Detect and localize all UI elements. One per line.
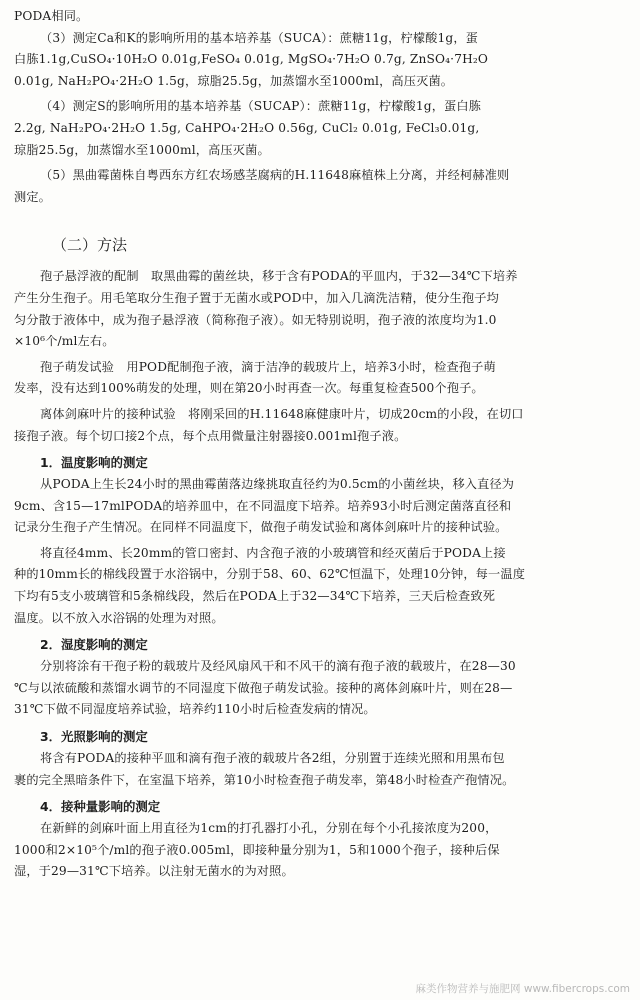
paragraph-strain bbox=[14, 165, 622, 208]
paragraph-medium-sucap bbox=[14, 96, 622, 161]
subheading-light: 3．光照影响的测定 bbox=[40, 729, 148, 745]
text-line: 在新鲜的剑麻叶面上用直径为1cm的打孔器打小孔，分别在每个小孔接浓度为200， bbox=[40, 821, 498, 836]
text-line: 产生分生孢子。用毛笔取分生孢子置于无菌水或POD中，加入几滴洗洁精，使分生孢子均 bbox=[14, 290, 499, 305]
text-line: 离体剑麻叶片的接种试验 将刚采回的H.11648麻健康叶片，切成20cm的小段，在切口 bbox=[40, 406, 524, 421]
text-line: 下均有5支小玻璃管和5条棉线段，然后在PODA上于32—34℃下培养，三天后检查致死 bbox=[14, 589, 496, 604]
text-line: 接孢子液。每个切口接2个点，每个点用微量注射器接0.001ml孢子液。 bbox=[14, 428, 407, 443]
text-line: 种的10mm长的棉线段置于水浴锅中，分别于58、60、62℃恒温下，处理10分钟，每一温度 bbox=[14, 567, 526, 582]
subheading-temperature: 1．温度影响的测定 bbox=[40, 455, 148, 471]
subheading-humidity: 2．湿度影响的测定 bbox=[40, 637, 148, 653]
text-line: 琼脂25.5g，加蒸馏水至1000ml，高压灭菌。 bbox=[14, 142, 270, 157]
text-line: 9cm、含15—17mlPODA的培养皿中，在不同温度下培养。培养93小时后测定菌落直径和 bbox=[14, 498, 512, 513]
text-line: （5）黑曲霉菌株自粤西东方红农场感茎腐病的H.11648麻植株上分离，并经柯赫准则 bbox=[40, 168, 510, 183]
text-line: 1000和2×10⁵个/ml的孢子液0.005ml，即接种量分别为1，5和1000个孢子，接种后保 bbox=[14, 842, 500, 857]
text-line: 孢子悬浮液的配制 取黑曲霉的菌丝块，移于含有PODA的平皿内，于32—34℃下培养 bbox=[40, 269, 518, 284]
paragraph-temperature-b bbox=[14, 543, 622, 629]
paragraph-germination-test bbox=[14, 357, 622, 400]
text-line: 31℃下做不同湿度培养试验，培养约110小时后检查发病的情况。 bbox=[14, 702, 376, 717]
paragraph-temperature-a bbox=[14, 474, 622, 539]
text-line: 白胨1.1g,CuSO₄·10H₂O 0.01g,FeSO₄ 0.01g, MgSO₄·7H₂O 0.7g, ZnSO₄·7H₂O bbox=[14, 52, 489, 67]
text-line: 2.2g, NaH₂PO₄·2H₂O 1.5g, CaHPO₄·2H₂O 0.56g, CuCl₂ 0.01g, FeCl₃0.01g, bbox=[14, 120, 480, 135]
paragraph-humidity bbox=[14, 656, 622, 721]
text-line: 分别将涂有干孢子粉的载玻片及经风扇风干和不风干的滴有孢子液的载玻片，在28—30 bbox=[40, 659, 516, 674]
text-line: 温度。以不放入水浴锅的处理为对照。 bbox=[14, 610, 224, 625]
paragraph-inoculation-test bbox=[14, 404, 622, 447]
watermark: 麻类作物营养与施肥网 www.fibercrops.com bbox=[415, 983, 630, 995]
text-line: 从PODA上生长24小时的黑曲霉菌落边缘挑取直径约为0.5cm的小菌丝块，移入直径为 bbox=[40, 477, 515, 492]
section-heading-methods: （二）方法 bbox=[52, 236, 128, 255]
paragraph-light bbox=[14, 748, 622, 791]
text-line: ℃与以浓硫酸和蒸馏水调节的不同湿度下做孢子萌发试验。接种的离体剑麻叶片，则在28— bbox=[14, 680, 513, 695]
paragraph-medium-suca bbox=[14, 28, 622, 93]
text-line: 裹的完全黑暗条件下，在室温下培养，第10小时检查孢子萌发率，第48小时检查产孢情况。 bbox=[14, 772, 515, 787]
text-line: 孢子萌发试验 用POD配制孢子液，滴于洁净的载玻片上，培养3小时，检查孢子萌 bbox=[40, 359, 496, 374]
text-line: ×10⁶个/ml左右。 bbox=[14, 334, 115, 349]
text-line: （3）测定Ca和K的影响所用的基本培养基（SUCA）：蔗糖11g，柠檬酸1g，蛋 bbox=[40, 30, 479, 45]
paragraph-spore-suspension bbox=[14, 266, 622, 352]
text-line: （4）测定S的影响所用的基本培养基（SUCAP）：蔗糖11g，柠檬酸1g，蛋白胨 bbox=[40, 99, 482, 114]
text-line: 0.01g, NaH₂PO₄·2H₂O 1.5g，琼脂25.5g，加蒸馏水至1000ml，高压灭菌。 bbox=[14, 73, 454, 88]
text-line: 将含有PODA的接种平皿和滴有孢子液的载玻片各2组，分别置于连续光照和用黑布包 bbox=[40, 751, 505, 766]
text-line: 记录分生孢子产生情况。在同样不同温度下，做孢子萌发试验和离体剑麻叶片的接种试验。 bbox=[14, 520, 508, 535]
subheading-inoculum: 4．接种量影响的测定 bbox=[40, 799, 161, 815]
text-line: 发率，没有达到100%萌发的处理，则在第20小时再查一次。每重复检查500个孢子。 bbox=[14, 381, 484, 396]
text-line: 湿，于29—31℃下培养。以注射无菌水的为对照。 bbox=[14, 864, 294, 879]
text-line: 将直径4mm、长20mm的管口密封、内含孢子液的小玻璃管和经灭菌后于PODA上接 bbox=[40, 545, 506, 560]
text-line: 匀分散于液体中，成为孢子悬浮液（简称孢子液）。如无特别说明，孢子液的浓度均为1.0 bbox=[14, 312, 497, 327]
text-line: PODA相同。 bbox=[14, 9, 89, 23]
text-line: 测定。 bbox=[14, 189, 52, 204]
paragraph-inoculum bbox=[14, 818, 622, 883]
